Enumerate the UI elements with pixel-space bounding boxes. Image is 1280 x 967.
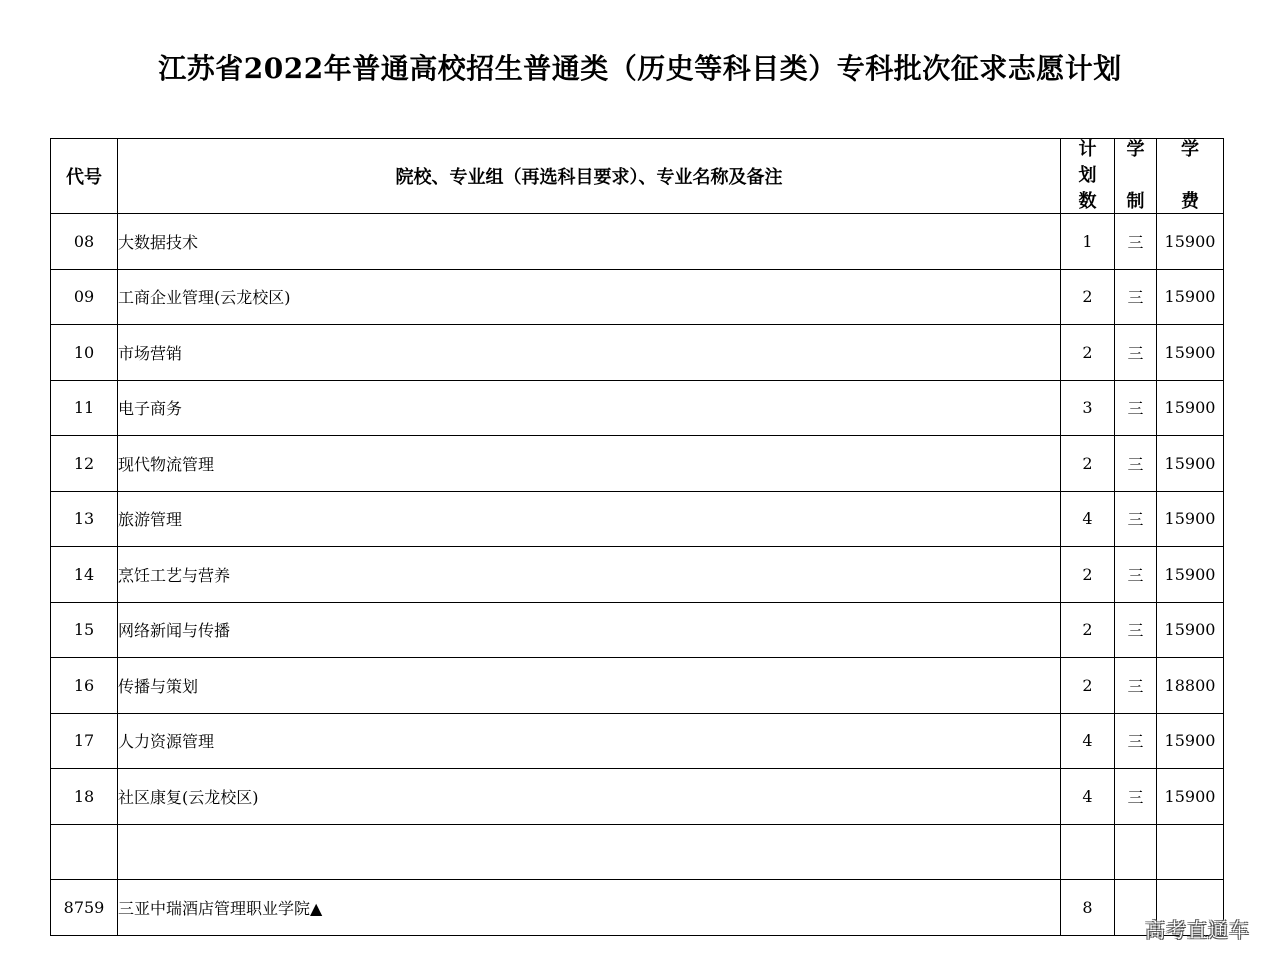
cell-name: 电子商务 (118, 380, 1061, 436)
cell-code: 8759 (51, 880, 118, 936)
page-title: 江苏省2022年普通高校招生普通类（历史等科目类）专科批次征求志愿计划 (158, 52, 1122, 85)
cell-code: 14 (51, 547, 118, 603)
table-row (51, 602, 1224, 658)
cell-name: 传播与策划 (118, 658, 1061, 714)
cell-plan: 8 (1061, 880, 1115, 936)
cell-length: 三 (1115, 269, 1157, 325)
cell-fee: 15900 (1157, 491, 1224, 547)
cell-name (118, 824, 1061, 880)
cell-code (51, 824, 118, 880)
cell-plan: 2 (1061, 602, 1115, 658)
cell-code: 12 (51, 436, 118, 492)
header-plan (1061, 139, 1115, 214)
cell-length: 三 (1115, 491, 1157, 547)
cell-name: 大数据技术 (118, 214, 1061, 270)
cell-plan: 4 (1061, 769, 1115, 825)
cell-plan: 1 (1061, 214, 1115, 270)
header-name: 院校、专业组（再选科目要求）、专业名称及备注 (118, 139, 1061, 214)
cell-length: 三 (1115, 713, 1157, 769)
table-row (51, 214, 1224, 270)
cell-plan (1061, 824, 1115, 880)
cell-length: 三 (1115, 658, 1157, 714)
cell-name: 人力资源管理 (118, 713, 1061, 769)
header-plan-char: 计 (1078, 139, 1097, 160)
header-code: 代号 (51, 139, 118, 214)
cell-name: 旅游管理 (118, 491, 1061, 547)
cell-length (1115, 824, 1157, 880)
cell-name: 社区康复(云龙校区) (118, 769, 1061, 825)
cell-fee: 15900 (1157, 269, 1224, 325)
table-row-school (51, 880, 1224, 936)
header-fee (1157, 139, 1224, 214)
header-plan-char: 数 (1078, 191, 1097, 212)
cell-plan: 2 (1061, 269, 1115, 325)
cell-code: 15 (51, 602, 118, 658)
table-row (51, 491, 1224, 547)
cell-name: 烹饪工艺与营养 (118, 547, 1061, 603)
cell-code: 09 (51, 269, 118, 325)
cell-length: 三 (1115, 547, 1157, 603)
cell-fee: 15900 (1157, 214, 1224, 270)
cell-plan: 3 (1061, 380, 1115, 436)
cell-length: 三 (1115, 769, 1157, 825)
cell-code: 13 (51, 491, 118, 547)
table-row (51, 436, 1224, 492)
cell-name: 工商企业管理(云龙校区) (118, 269, 1061, 325)
cell-code: 18 (51, 769, 118, 825)
table-row (51, 380, 1224, 436)
header-plan-char: 划 (1078, 165, 1097, 186)
cell-fee: 15900 (1157, 380, 1224, 436)
plan-table (50, 138, 1224, 936)
cell-plan: 4 (1061, 491, 1115, 547)
cell-code: 16 (51, 658, 118, 714)
cell-plan: 2 (1061, 658, 1115, 714)
table-header-row (51, 139, 1224, 214)
header-length-char: 制 (1126, 191, 1145, 212)
table-row-empty (51, 824, 1224, 880)
cell-fee: 15900 (1157, 436, 1224, 492)
cell-name: 现代物流管理 (118, 436, 1061, 492)
cell-fee: 18800 (1157, 658, 1224, 714)
cell-name: 三亚中瑞酒店管理职业学院▲ (118, 880, 1061, 936)
cell-name: 网络新闻与传播 (118, 602, 1061, 658)
cell-length: 三 (1115, 380, 1157, 436)
cell-plan: 2 (1061, 325, 1115, 381)
cell-fee: 15900 (1157, 547, 1224, 603)
cell-code: 10 (51, 325, 118, 381)
cell-fee: 15900 (1157, 769, 1224, 825)
table-body (51, 214, 1224, 936)
cell-code: 17 (51, 713, 118, 769)
cell-plan: 4 (1061, 713, 1115, 769)
cell-code: 11 (51, 380, 118, 436)
header-fee-char: 学 (1181, 139, 1199, 160)
cell-fee: 15900 (1157, 713, 1224, 769)
header-fee-char: 费 (1181, 191, 1199, 212)
table-row (51, 658, 1224, 714)
cell-length: 三 (1115, 602, 1157, 658)
cell-fee: 15900 (1157, 602, 1224, 658)
table-row (51, 325, 1224, 381)
cell-fee: 15900 (1157, 325, 1224, 381)
cell-length: 三 (1115, 325, 1157, 381)
watermark: 高考直通车 (1145, 918, 1250, 942)
cell-name: 市场营销 (118, 325, 1061, 381)
table-row (51, 269, 1224, 325)
table-row (51, 769, 1224, 825)
cell-length: 三 (1115, 436, 1157, 492)
header-length (1115, 139, 1157, 214)
header-length-char: 学 (1126, 139, 1145, 160)
cell-plan: 2 (1061, 436, 1115, 492)
cell-plan: 2 (1061, 547, 1115, 603)
table-row (51, 547, 1224, 603)
cell-code: 08 (51, 214, 118, 270)
cell-fee (1157, 824, 1224, 880)
cell-length: 三 (1115, 214, 1157, 270)
table-row (51, 713, 1224, 769)
